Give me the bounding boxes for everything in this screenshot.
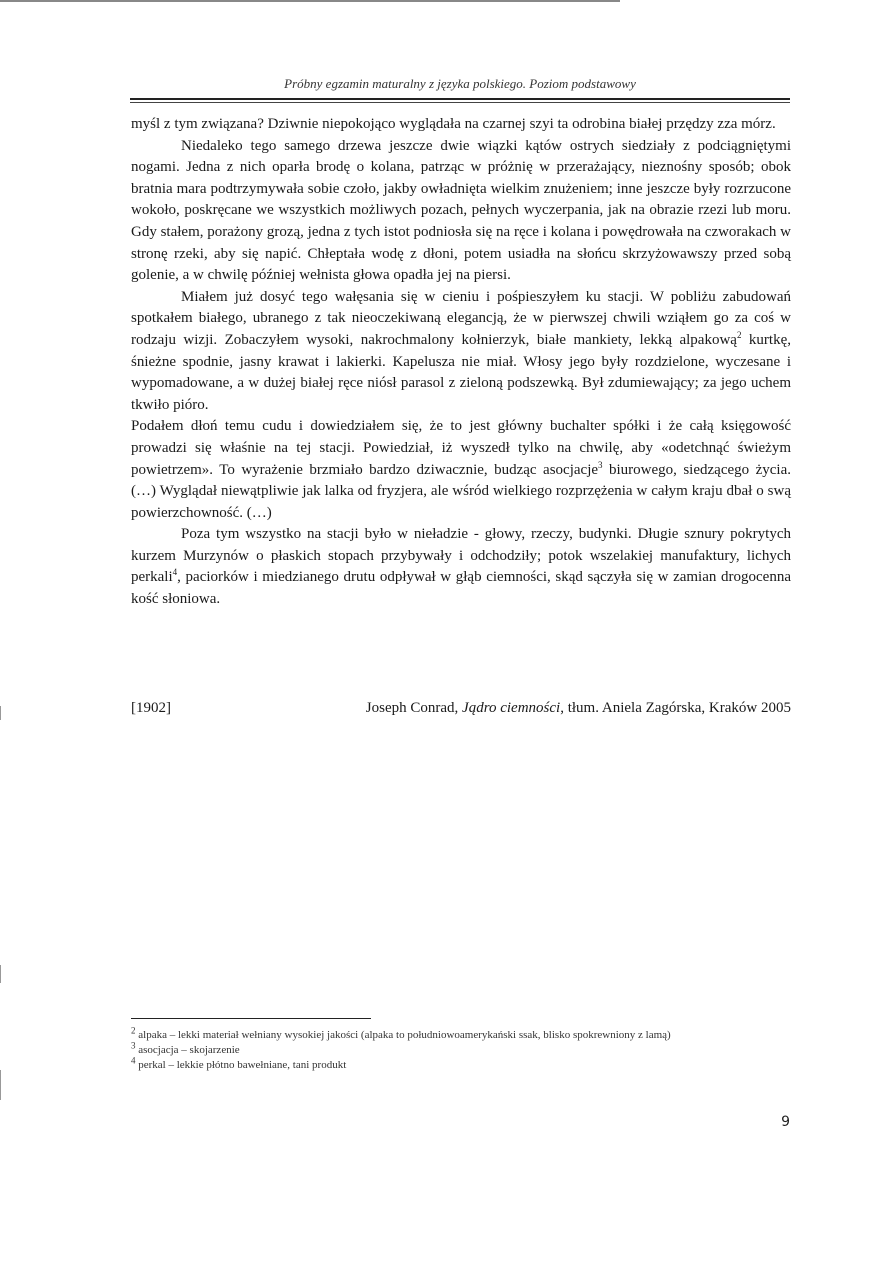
page-header: Próbny egzamin maturalny z języka polskiego. Poziom podstawowy [284,76,636,91]
source-title: Jądro ciemności [462,700,561,716]
footnote-2 [131,1025,791,1043]
page-number: 9 [781,1114,790,1130]
footnote-2-text: alpaka – lekki materiał wełniany wysokiej jakości (alpaka to południowoamerykański ssak, blisko spokrewniony z lamą) [135,1029,671,1041]
footnote-3-text: asocjacja – skojarzenie [135,1044,240,1056]
source-year: [1902] [131,700,171,716]
footnote-4 [131,1055,791,1073]
source-details: , tłum. Aniela Zagórska, Kraków 2005 [560,700,791,716]
source-author: Joseph Conrad, [365,700,463,716]
footnote-ref-4: 4 [172,567,178,578]
paragraph-4-part-a: Podałem dłoń temu cudu i dowiedziałem się, że to jest główny buchalter spółki i że całą księgowość prowadzi się właśnie na tej stacji. Powiedział, iż wyszedł tylko na chwilę, aby «odetchnąć świeżym powietrzem». To wyrażenie brzmiało bardzo dziwacznie, budząc asocjacje [131,418,791,478]
source-citation [131,700,791,717]
footnote-ref-3: 3 [598,459,603,470]
paragraph-3-part-b: kurtkę, śnieżne spodnie, jasny krawat i lakierki. Kapelusza nie miał. Włosy jego były rozdzielone, wyczesane i wypomadowane, a w dużej białej ręce niósł parasol z zieloną podszewką. Był zdumiewający; za jego uchem tkwiło pióro. [131,331,791,413]
source-reference [366,700,791,717]
paragraph-3 [131,287,791,417]
paragraph-4-part-b: biurowego, siedzącego życia. (…) Wyglądał niewątpliwie jak lalka od fryzjera, ale wśród wielkiego rozprzężenia w całym kraju dbał o swą powierzchowność. (…) [131,461,791,521]
footnote-3 [131,1040,791,1058]
header-rule-thin [130,102,790,103]
body-text [131,114,791,611]
footnote-2-num: 2 [131,1025,136,1036]
paragraph-5-part-a: Poza tym wszystko na stacji było w nieładzie - głowy, rzeczy, budynki. Długie sznury pokrytych kurzem Murzynów o płaskich stopach przybywały i odchodziły; potok wszelakiej manufaktury, lichych perkali [131,526,791,586]
footnote-rule [131,1018,371,1019]
paragraph-3-part-a: Miałem już dosyć tego wałęsania się w cieniu i pośpieszyłem ku stacji. W pobliżu zabudowań spotkałem białego, ubranego z tak nieoczekiwaną elegancją, że w pierwszej chwili wziąłem go za coś w rodzaju wizji. Zobaczyłem wysoki, nakrochmalony kołnierzyk, białe mankiety, lekką alpakową [131,288,791,348]
paragraph-1: myśl z tym związana? Dziwnie niepokojąco wyglądała na czarnej szyi ta odrobina białej przędzy zza mórz. [131,116,776,132]
paragraph-4 [131,416,791,524]
paragraph-2: Niedaleko tego samego drzewa jeszcze dwie wiązki kątów ostrych siedziały z podciągniętymi nogami. Jedna z nich oparła brodę o kolana, patrząc w próżnię w przerażający, nieznośny sposób; obok bratnia mara podtrzymywała sobie czoło, jakby owładnięta wielkim znużeniem; inne jeszcze były rozrzucone wokoło, poskręcane we wszystkich możliwych pozach, pełnych wyczerpania, jak na obrazie rzezi lub moru. Gdy stałem, porażony grozą, jedna z tych istot podniosła się na ręce i kolana i powędrowała na czworakach w stronę rzeki, aby się napić. Chłeptała wodę z dłoni, potem usiadła na słońcu skrzyżowawszy przed sobą golenie, a w chwilę później wełnista głowa opadła jej na piersi. [131,137,791,284]
top-edge-line [0,0,620,2]
scan-margin-mark [0,965,1,983]
paragraph-5 [131,524,791,610]
paragraph-5-part-b: , paciorków i miedzianego drutu odpływał w głąb ciemności, skąd sączyła się w zamian drogocenna kość słoniowa. [131,569,791,608]
scan-margin-mark [0,1070,1,1100]
footnote-ref-2: 2 [736,329,742,340]
footnote-4-num: 4 [131,1055,136,1066]
footnote-3-num: 3 [131,1040,136,1051]
header-rule [130,98,790,100]
footnote-4-text: perkal – lekkie płótno bawełniane, tani produkt [135,1059,347,1071]
footnotes [131,1025,791,1073]
scan-margin-mark [0,706,1,720]
